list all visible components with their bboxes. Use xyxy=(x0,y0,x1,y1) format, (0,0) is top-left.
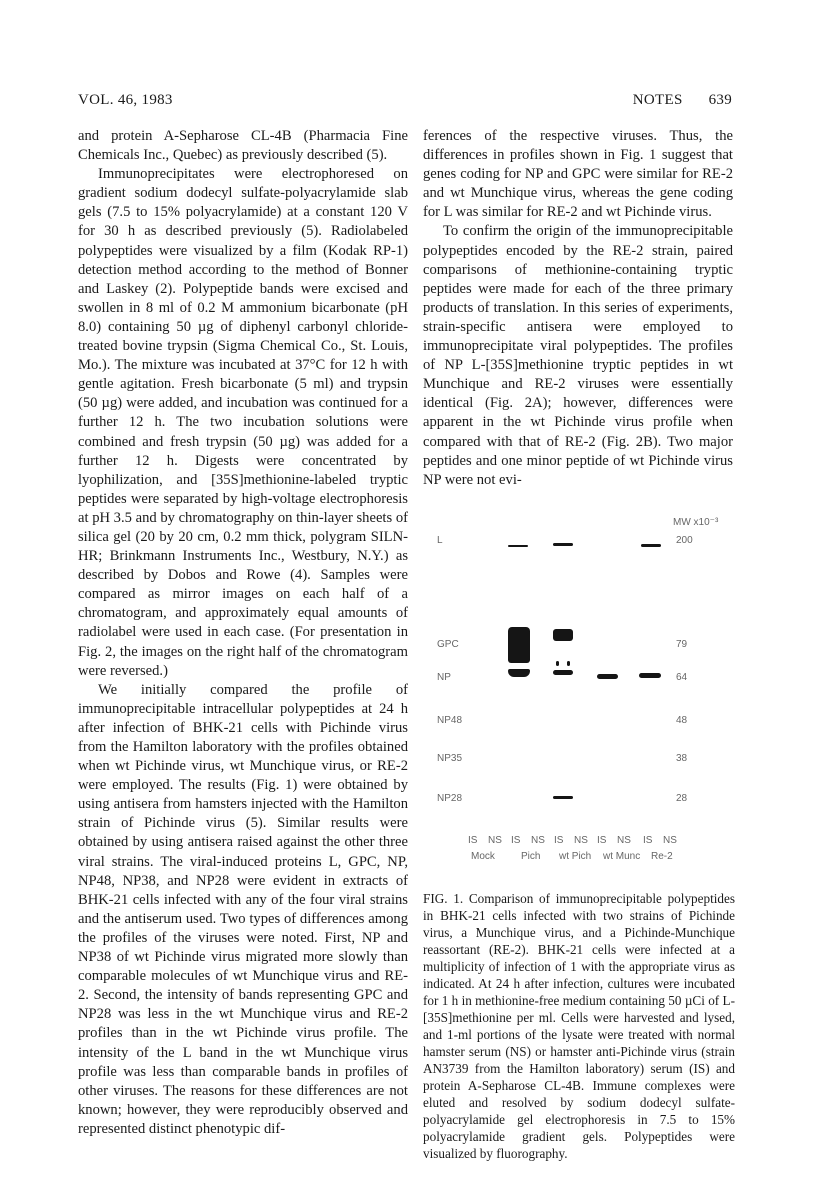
row-label: L xyxy=(437,535,443,546)
group-label: Mock xyxy=(471,851,495,862)
paragraph: To confirm the origin of the immunoprecipitable polypeptides encoded by the RE-2 strain, paired comparisons of methionine-containing tryptic peptides were made for each of the three primary products of translation. In this series of experiments, strain-specific antisera were employed to immunoprecipitate viral polypeptides. The profiles of NP L-[35S]methionine tryptic peptides in wt Munchique and RE-2 viruses were essentially identical (Fig. 2A); however, differences were apparent in the wt Pichinde virus profile when compared with that of RE-2 (Fig. 2B). Two major peptides and one minor peptide of wt Pichinde virus NP were not evi- xyxy=(423,223,733,488)
lane-label: NS xyxy=(574,835,588,846)
lane-label: IS xyxy=(643,835,653,846)
row-label: NP48 xyxy=(437,715,463,726)
figure-1-gel xyxy=(423,512,743,882)
paragraph: ferences of the respective viruses. Thus, the differences in profiles shown in Fig. 1 suggest that genes coding for NP and GPC were similar for RE-2 and wt Munchique virus, whereas the gene coding for L was similar for RE-2 and wt Pichinde virus. xyxy=(423,128,733,221)
group-label: wt Munc xyxy=(603,851,641,862)
gel-band-np28 xyxy=(553,796,573,799)
gel-band-gpc xyxy=(553,629,573,641)
group-label: Pich xyxy=(521,851,541,862)
right-column xyxy=(423,127,733,490)
gel-band-np xyxy=(597,674,618,679)
mw-value: 28 xyxy=(676,793,688,804)
gel-band-gpc xyxy=(508,627,530,663)
gel-band-l xyxy=(641,544,661,547)
lane-label: IS xyxy=(554,835,564,846)
paragraph: We initially compared the profile of immunoprecipitable intracellular polypeptides at 24 h after infection of BHK-21 cells with Pichinde virus from the Hamilton laboratory with the profiles obtained when wt Pichinde virus, wt Munchique virus, or RE-2 were employed. The results (Fig. 1) were obtained by using antisera from hamsters injected with the Hamilton strain of Pichinde virus (5). Similar results were obtained by using antisera raised against the other three viral strains. The viral-induced proteins L, GPC, NP, NP48, NP38, and NP28 were evident in extracts of BHK-21 cells infected with any of the four viral strains and the antiserum used. Two types of differences among the profiles of the viruses were noted. First, NP and NP38 of wt Pichinde virus migrated more slowly than comparable molecules of wt Munchique virus and RE-2. Second, the intensity of bands representing GPC and NP28 was less in the wt Munchique virus and RE-2 profiles than in the wt Pichinde virus profile. The intensity of the L band in the wt Munchique virus profile was less than comparable bands in profiles of other viruses. The reasons for these differences are not known; however, they were reproducibly observed and represented distinct phenotypic dif- xyxy=(78,681,408,1137)
lane-label: IS xyxy=(468,835,478,846)
left-column xyxy=(78,127,408,1139)
lane-label: NS xyxy=(531,835,545,846)
paragraph: and protein A-Sepharose CL-4B (Pharmacia Fine Chemicals Inc., Quebec) as previously described (5). xyxy=(78,128,408,164)
mw-value: 48 xyxy=(676,715,688,726)
paragraph: Immunoprecipitates were electrophoresed on gradient sodium dodecyl sulfate-polyacrylamide slab gels (7.5 to 15% polyacrylamide) at a constant 120 V for 30 h as described previously (5). Radiolabeled polypeptides were visualized by a film (Kodak RP-1) detection method according to the method of Bonner and Laskey (2). Polypeptide bands were excised and swollen in 8 ml of 0.2 M ammonium bicarbonate (pH 8.0) containing 50 µg of diphenyl carbonyl chloride-treated bovine trypsin (Sigma Chemical Co., St. Louis, Mo.). The mixture was incubated at 37°C for 12 h with gentle agitation. Fresh bicarbonate (5 ml) and trypsin (50 µg) were added, and incubation was continued for a further 12 h. The two incubation solutions were combined and fresh trypsin (50 µg) was added for a further 12 h. Digests were concentrated by lyophilization, and [35S]methionine-labeled tryptic peptides were separated by high-voltage electrophoresis at pH 3.5 and by chromatography on thin-layer sheets of silica gel (20 by 20 cm, 0.2 mm thick, polygram SILN-HR; Brinkmann Instruments Inc., Westbury, N.Y.) as described by Dobos and Rowe (4). Samples were compared as mirror images on each half of a chromatogram, and approximately equal amounts of radiolabel were used in each case. (For presentation in Fig. 2, the images on the right half of the chromatogram were reversed.) xyxy=(78,166,408,679)
page-number: 639 xyxy=(708,92,732,108)
group-label: wt Pich xyxy=(559,851,592,862)
section-name: NOTES xyxy=(632,92,683,108)
row-label: GPC xyxy=(437,639,459,650)
figure-1-caption xyxy=(423,890,735,1162)
running-head-right xyxy=(607,92,732,109)
gel-band-np-fragment xyxy=(556,661,559,666)
mw-value: 79 xyxy=(676,639,688,650)
gel-band-np xyxy=(553,670,573,675)
lane-label: NS xyxy=(663,835,677,846)
lane-label: IS xyxy=(511,835,521,846)
gel-band-np xyxy=(639,673,661,678)
group-label: Re-2 xyxy=(651,851,673,862)
caption-text: FIG. 1. Comparison of immunoprecipitable polypeptides in BHK-21 cells infected with two strains of Pichinde virus, a Munchique virus, and a Pichinde-Munchique reassortant (RE-2). BHK-21 cells were infected at a multiplicity of infection of 1 with the appropriate virus as indicated. At 24 h after infection, cultures were incubated for 1 h in methionine-free medium containing 50 µCi of L-[35S]methionine per ml. Cells were harvested and lysed, and 1-ml portions of the lysate were treated with normal hamster serum (NS) or hamster anti-Pichinde virus (strain AN3739 from the Hamilton laboratory) serum (IS) and protein A-Sepharose CL-4B. Immune complexes were eluted and resolved by sodium dodecyl sulfate-polyacrylamide gel electrophoresis in 7.5 to 15% polyacrylamide gradient gels. Polypeptides were visualized by fluorography. xyxy=(423,891,735,1161)
gel-band-l xyxy=(553,543,573,546)
mw-value: 200 xyxy=(676,535,693,546)
lane-label: NS xyxy=(617,835,631,846)
running-head-volume: VOL. 46, 1983 xyxy=(78,92,173,108)
mw-value: 38 xyxy=(676,753,688,764)
mw-value: 64 xyxy=(676,672,688,683)
lane-label: NS xyxy=(488,835,502,846)
lane-label: IS xyxy=(597,835,607,846)
gel-band-l xyxy=(508,545,528,547)
row-label: NP28 xyxy=(437,793,463,804)
mw-axis-header: MW x10⁻³ xyxy=(673,517,719,528)
row-label: NP xyxy=(437,672,451,683)
row-label: NP35 xyxy=(437,753,463,764)
gel-band-np-fragment xyxy=(567,661,570,666)
gel-band-np xyxy=(508,669,530,677)
